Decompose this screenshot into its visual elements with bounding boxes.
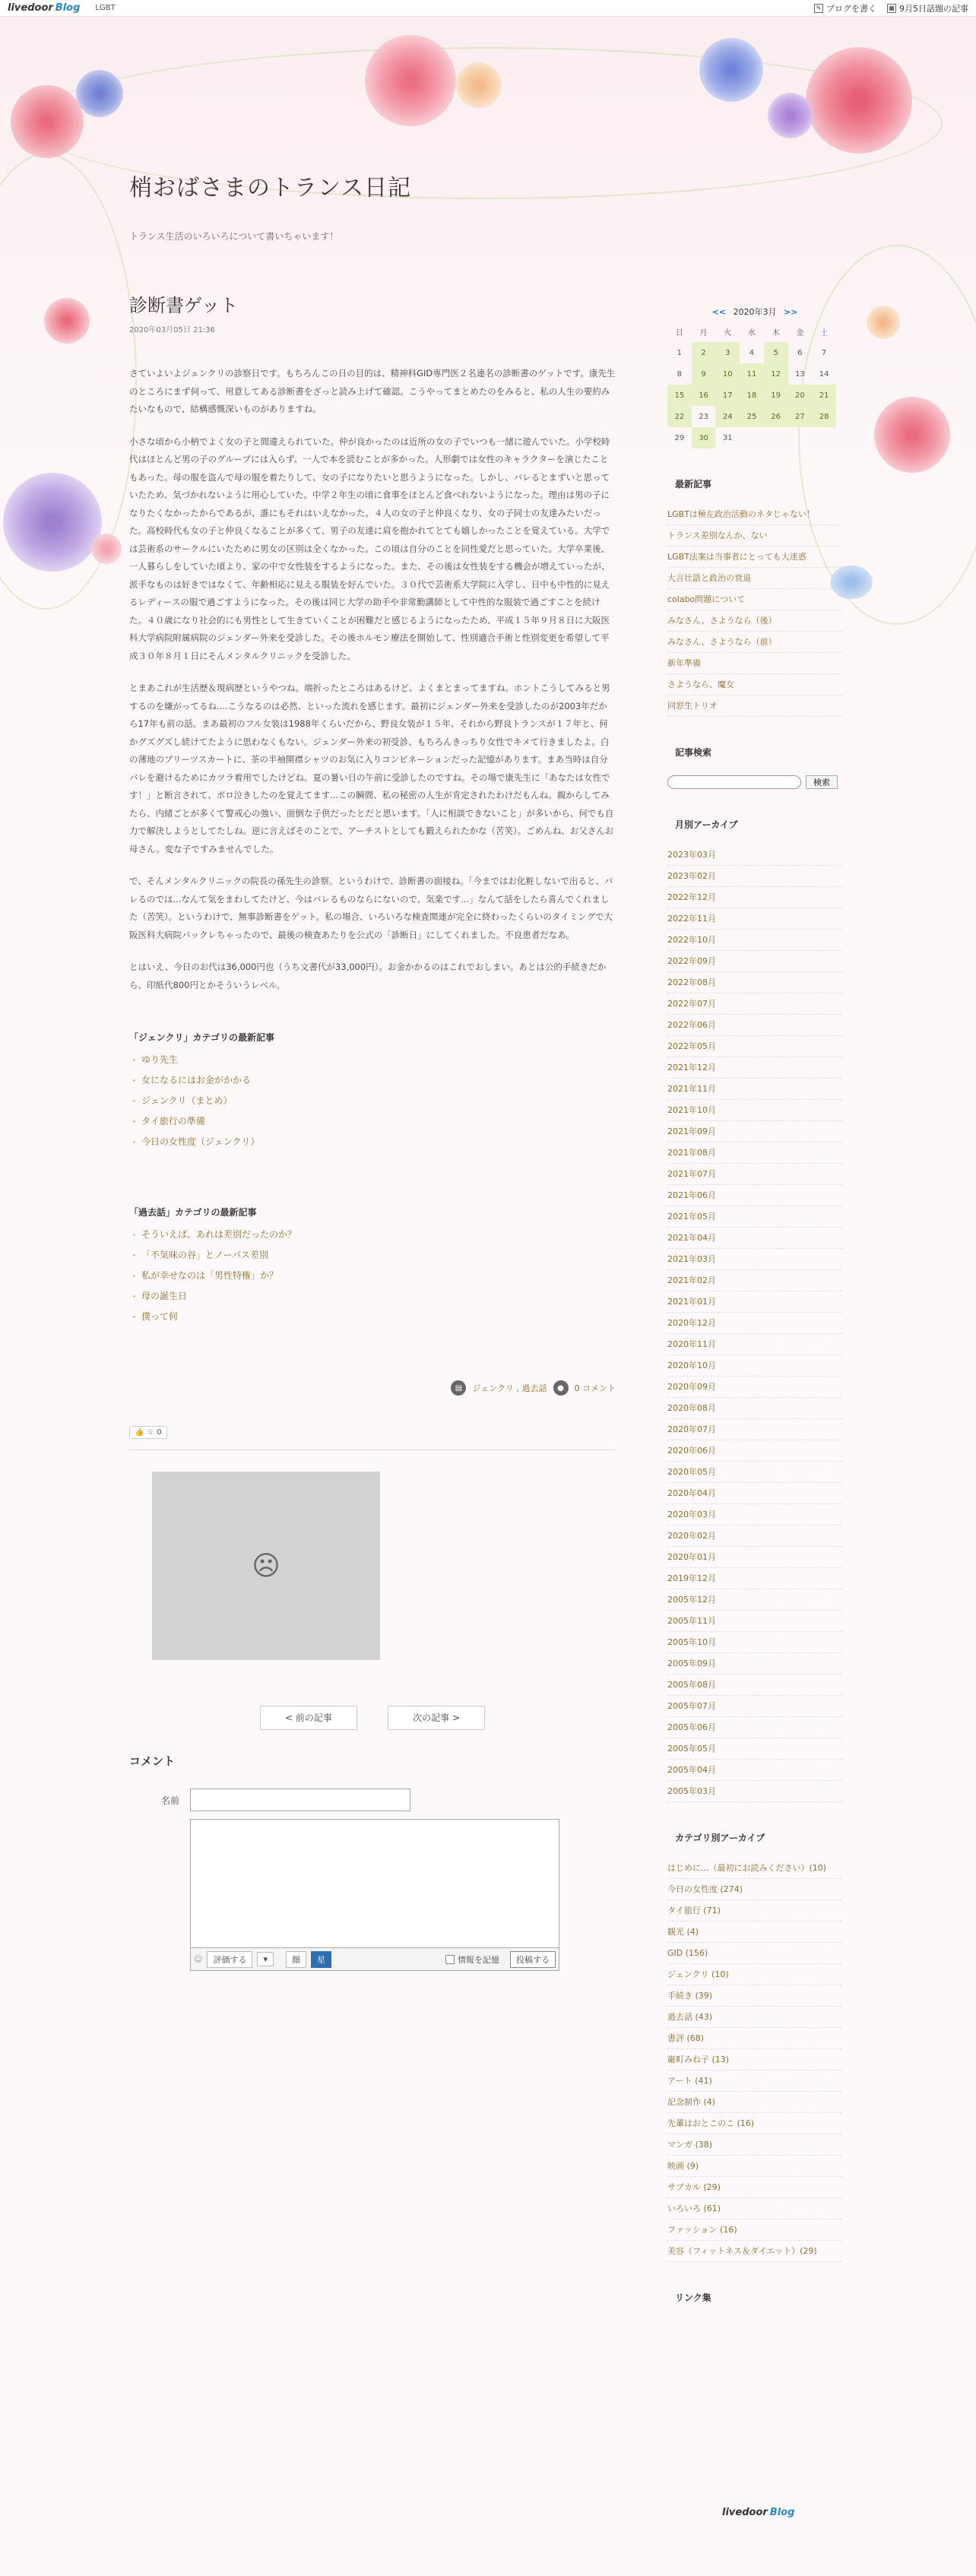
category-link[interactable]: ジェンクリ (10): [667, 1964, 842, 1985]
chevron-down-icon[interactable]: ▾: [257, 1952, 274, 1966]
calendar-day: 13: [795, 369, 805, 379]
blog-title[interactable]: 梢おばさまのトランス日記: [129, 175, 412, 201]
archive-month-link[interactable]: 2021年04月: [667, 1228, 842, 1249]
calendar-day: [788, 427, 813, 448]
category-link[interactable]: 過去話 (43): [667, 2007, 842, 2028]
recent-post-link[interactable]: トランス差別なんか、ない: [667, 525, 842, 547]
ad-image-placeholder[interactable]: [152, 1472, 380, 1660]
comment-heading: コメント: [129, 1754, 176, 1768]
related-link[interactable]: · 母の誕生日: [129, 1286, 616, 1307]
archive-month-link[interactable]: 2021年11月: [667, 1079, 842, 1100]
category-link[interactable]: GID (156): [667, 1943, 842, 1964]
archive-month-link[interactable]: 2020年03月: [667, 1504, 842, 1526]
flower-icon: [76, 70, 123, 117]
archive-month-link[interactable]: 2020年09月: [667, 1377, 842, 1398]
post-date: 2020年03月05日 21:36: [129, 326, 215, 334]
related-link[interactable]: · 「不気味の谷」とノーパス差別: [129, 1245, 616, 1266]
post-paragraph: とはいえ、今日のお代は36,000円也（うち文書代が33,000円）。お金かかるのはこれでおしまい。あとは公的手続きだから、印紙代800円とかそういうレベル。: [129, 962, 607, 990]
archive-month-link[interactable]: 2022年06月: [667, 1015, 842, 1036]
trending-link[interactable]: ▦ 9月5日話題の記事: [887, 2, 968, 14]
archive-month-link[interactable]: 2020年01月: [667, 1547, 842, 1568]
calendar-weekday: 月: [699, 328, 708, 337]
main-content: [129, 290, 616, 1971]
archive-month-link[interactable]: 2021年05月: [667, 1206, 842, 1228]
recent-post-link[interactable]: みなさん、さようなら（前）: [667, 632, 842, 653]
category-link[interactable]: サブカル (29): [667, 2177, 842, 2198]
archive-month-link[interactable]: 2005年05月: [667, 1738, 842, 1760]
calendar-day[interactable]: 2: [692, 342, 716, 363]
calendar-month: 2020年3月: [733, 307, 777, 317]
calendar-day: [812, 427, 836, 448]
tab-star[interactable]: 星: [311, 1951, 331, 1968]
calendar-day[interactable]: 3: [715, 342, 740, 363]
comment-textarea[interactable]: [190, 1819, 559, 1948]
post-categories[interactable]: ジェンクリ , 過去話: [472, 1383, 547, 1393]
flower-icon: [699, 38, 763, 102]
flower-icon: [11, 85, 84, 158]
archive-month-link[interactable]: 2021年03月: [667, 1249, 842, 1270]
archive-month-link[interactable]: 2020年07月: [667, 1419, 842, 1440]
calendar-day: 6: [797, 348, 803, 357]
prev-post-button[interactable]: < 前の記事: [260, 1706, 357, 1730]
calendar-day[interactable]: 9: [692, 363, 716, 385]
calendar-day[interactable]: 17: [715, 385, 740, 406]
calendar-day: [740, 427, 764, 448]
search-box: [667, 775, 842, 789]
archive-month-link[interactable]: 2021年01月: [667, 1291, 842, 1313]
category-link[interactable]: 記念制作 (4): [667, 2092, 842, 2113]
comment-icon: ●: [553, 1380, 569, 1396]
like-count: 0: [157, 1428, 162, 1437]
archive-month-link[interactable]: 2020年12月: [667, 1313, 842, 1334]
calendar-prev-link[interactable]: <<: [711, 307, 726, 317]
flower-icon: [91, 534, 122, 564]
related-link[interactable]: · ゆり先生: [129, 1050, 616, 1070]
logo-main: livedoor: [8, 2, 53, 14]
calendar-weekday: 土: [820, 328, 829, 337]
calendar-day[interactable]: 18: [740, 385, 764, 406]
archive-month-link[interactable]: 2021年06月: [667, 1185, 842, 1206]
name-input[interactable]: [190, 1789, 410, 1811]
archive-month-link[interactable]: 2020年11月: [667, 1334, 842, 1355]
emoji-icon[interactable]: ☺: [194, 1954, 203, 1964]
calendar-day[interactable]: 20: [788, 385, 813, 406]
calendar-day[interactable]: 25: [740, 406, 764, 427]
search-heading: 記事検索: [667, 741, 721, 763]
calendar-icon: ▦: [887, 4, 896, 13]
archive-month-link[interactable]: 2020年04月: [667, 1483, 842, 1504]
calendar-day[interactable]: 24: [715, 406, 740, 427]
calendar-day[interactable]: 5: [764, 342, 788, 363]
calendar-day[interactable]: 26: [764, 406, 788, 427]
calendar-weekday: 日: [675, 328, 683, 337]
archive-month-link[interactable]: 2022年08月: [667, 972, 842, 993]
category-link[interactable]: 美容（フィットネス＆ダイエット）(29): [667, 2241, 842, 2262]
like-button[interactable]: 👍 ☆ 0: [129, 1426, 167, 1439]
post-title[interactable]: 診断書ゲット: [129, 295, 239, 316]
recent-post-link[interactable]: さようなら、魔女: [667, 674, 842, 695]
calendar-day: [764, 427, 788, 448]
post-meta: [129, 1380, 616, 1396]
category-link[interactable]: いろいろ (61): [667, 2198, 842, 2220]
archive-month-link[interactable]: 2022年11月: [667, 908, 842, 930]
calendar-day: 8: [677, 369, 683, 379]
search-button[interactable]: 検索: [806, 775, 838, 789]
calendar-weekday: 木: [772, 328, 780, 337]
name-label: 名前: [160, 1795, 179, 1806]
archive-month-link[interactable]: 2005年03月: [667, 1781, 842, 1802]
search-input[interactable]: [667, 775, 801, 789]
archive-month-link[interactable]: 2020年05月: [667, 1462, 842, 1483]
related-link[interactable]: · 今日の女性度（ジェンクリ）: [129, 1132, 616, 1152]
calendar-day[interactable]: 22: [667, 406, 692, 427]
submit-comment-button[interactable]: 投稿する: [510, 1951, 556, 1968]
archive-month-link[interactable]: 2023年02月: [667, 866, 842, 887]
archive-month-link[interactable]: 2021年08月: [667, 1142, 842, 1164]
calendar-day: 1: [677, 348, 683, 357]
category-link[interactable]: はじめに...（最初にお読みください）(10): [667, 1858, 842, 1879]
archive-month-link[interactable]: 2022年05月: [667, 1036, 842, 1057]
comment-toolbar: [190, 1948, 559, 1971]
livedoor-logo[interactable]: [8, 2, 80, 14]
archive-month-link[interactable]: 2005年09月: [667, 1653, 842, 1675]
category-link[interactable]: マンガ (38): [667, 2134, 842, 2156]
post-paragraph: とまあこれが生活歴＆現病歴というやつね。端折ったところはあるけど、よくまとまってますね。ホントこうしてみると男するのを嫌がってるね....こうなるのは必然、といった流れを感じます。最初にジェンダー外来を受診したのが2003年だから17年も前の話。まあ最初のフル女装は1988年くらいだから、野良女装が１５年、それから野良トランスが１７年と、何かグズグズし続けてたように思わなくもない。ジェンダー外来の初受診、もちろんきっちり女性でキメて行きましたよ。白の薄地のプリーツスカートに、茶の半袖開襟シャツのお気に入りコンビネーションだった記憶があります。まあ当時は自分バレを避けるためにカツラ着用でしたけどね。夏の暑い日の午前に受診したのですね。その場で康先生に「あなたは女性です！」と断言されて、ボロ泣きしたのを覚えてます...この瞬間、私の秘密の人生が肯定されたわけだもんね。親からしてみたら、内緒ごとが多くて警戒心の強い、面倒な子供だったとだと思います。「人に相談できないこと」が多いから、何でも自力で解決しようとしてたしね。逆に言えばそのことで、アーチストとしても鍛えられたかな（苦笑）。ごめんね、お父さんお母さん。変な子ですみませんでした。: [129, 683, 614, 854]
related-articles: [129, 1031, 616, 1327]
post-pager: [129, 1706, 616, 1730]
archive-month-link[interactable]: 2020年08月: [667, 1398, 842, 1419]
page: [0, 17, 976, 2576]
archive-list: [667, 844, 842, 1802]
category-link[interactable]: 観光 (4): [667, 1922, 842, 1943]
archive-month-link[interactable]: 2020年06月: [667, 1440, 842, 1462]
category-link[interactable]: 手続き (39): [667, 1985, 842, 2007]
top-bar: [0, 0, 976, 17]
related-link[interactable]: · そういえば、あれは差別だったのか？: [129, 1225, 616, 1245]
archive-month-link[interactable]: 2021年09月: [667, 1121, 842, 1142]
archive-month-link[interactable]: 2022年12月: [667, 887, 842, 908]
archive-month-link[interactable]: 2019年12月: [667, 1568, 842, 1589]
tab-face[interactable]: 顔: [286, 1951, 306, 1968]
calendar-day: 31: [722, 433, 733, 442]
calendar-day[interactable]: 12: [764, 363, 788, 385]
remember-checkbox[interactable]: 情報を記憶: [445, 1953, 499, 1966]
category-link[interactable]: アート (41): [667, 2071, 842, 2092]
calendar-day[interactable]: 10: [715, 363, 740, 385]
links-heading: リンク集: [667, 2286, 721, 2308]
archive-month-link[interactable]: 2021年10月: [667, 1100, 842, 1121]
recent-posts-list: [667, 504, 842, 717]
archive-month-link[interactable]: 2021年12月: [667, 1057, 842, 1079]
blog-tagline: トランス生活のいろいろについて書いちゃいます！: [129, 231, 339, 242]
calendar-day[interactable]: 11: [740, 363, 764, 385]
calendar-day: 23: [699, 412, 708, 421]
next-post-button[interactable]: 次の記事 >: [388, 1706, 485, 1730]
archive-month-link[interactable]: 2022年09月: [667, 951, 842, 972]
folder-icon: ▤: [451, 1380, 466, 1396]
category-link[interactable]: 映画 (9): [667, 2156, 842, 2177]
archive-month-link[interactable]: 2022年07月: [667, 993, 842, 1015]
archive-month-link[interactable]: 2005年08月: [667, 1675, 842, 1696]
flower-icon: [456, 62, 502, 108]
post-paragraph: さていよいよジェンクリの診察日です。もちろんこの日の目的は、精神科GID専門医２名連名の診断書のゲットです。康先生のところにまず伺って、用意してある診断書をざっと読み上げて確認。こうやってまとめたのをみると、私の人生の要約みたいなもので、結構感慨深いものがありますね。: [129, 368, 616, 414]
calendar-day[interactable]: 19: [764, 385, 788, 406]
flower-icon: [874, 397, 950, 473]
recent-post-link[interactable]: みなさん、さようなら（後）: [667, 610, 842, 632]
flower-icon: [44, 298, 90, 344]
archive-month-link[interactable]: 2005年06月: [667, 1717, 842, 1738]
calendar-day: 29: [674, 433, 685, 442]
topbar-category[interactable]: LGBT: [95, 4, 116, 12]
sidebar: [667, 306, 842, 2318]
archive-month-link[interactable]: 2005年07月: [667, 1696, 842, 1717]
archive-month-link[interactable]: 2005年11月: [667, 1611, 842, 1632]
logo-blog: Blog: [55, 2, 81, 14]
recent-post-link[interactable]: 新年準備: [667, 653, 842, 674]
category-link[interactable]: 書評 (68): [667, 2028, 842, 2049]
archive-month-link[interactable]: 2005年04月: [667, 1760, 842, 1781]
post-paragraph: 小さな頃から小柄でよく女の子と間違えられていた。仲が良かったのは近所の女の子でいつも一緒に遊んでいた。小学校時代はほとんど男の子のグループには入らず、一人で本を読むことが多かった。人形劇では女性のキャラクターを演じたこともあった。母の服を盗んで母の服を着たりして、女の子になりたいと思うようになった。しかし、バレるとまずいと思っていたため、気づかれないように用心していた。中学２年生の頃に食事をほとんど食べれないようになった。理由は男の子になりたくなかったからであるが、誰にもそれはいえなかった。４人の女の子と仲良くなり、女の子同士の友達みたいだった。高校時代も女の子と仲良くなることが多くて、男子の友達に肩を抱かれてとても嬉しかったことを覚えている。大学では芸術系のサークルにいたために男女の区別は全くなかった。この頃は自分のことを同性愛だと思っていた。大学卒業後、一人暮らしをしていた頃より、家の中で女性装をするようになった。また、その後は女性装をする機会が増えていったが、派手なものは好きではなくて、年齢相応に見える服装を好んでいた。３０代で芸術系大学院に入学し、日中も中性的に見えるレディースの服で過ごすようになった。その後は同じ大学の助手や非常勤講師として中性的な服装で過ごすことを続けた。４０歳になり社会的にも男性として生きていくことが困難だと感じるようになったため、平成１５年９月８日に大阪医科大学病院附属病院のジェンダー外来を受診した。その後ホルモン療法を開始して、性別適合手術と性別変更を希望して平成３０年８月１日にそんメンタルクリニックを受診した。: [129, 436, 610, 661]
category-link[interactable]: 先輩はおとこのこ (16): [667, 2113, 842, 2134]
archive-month-link[interactable]: 2021年07月: [667, 1164, 842, 1185]
recent-post-link[interactable]: colabo問題について: [667, 589, 842, 610]
calendar-day[interactable]: 28: [812, 406, 836, 427]
blog-header: [129, 169, 616, 242]
recent-posts-heading: 最新記事: [667, 473, 721, 495]
flower-icon: [3, 473, 102, 572]
post-body: [129, 365, 616, 994]
archive-month-link[interactable]: 2005年10月: [667, 1632, 842, 1653]
category-archive-heading: カテゴリ別アーカイブ: [667, 1827, 774, 1849]
flower-icon: [768, 93, 813, 138]
thumbs-up-icon: 👍: [135, 1428, 144, 1437]
archive-month-link[interactable]: 2023年03月: [667, 844, 842, 866]
flower-icon: [806, 47, 912, 154]
calendar-weekday: 火: [724, 328, 732, 337]
archive-month-link[interactable]: 2022年10月: [667, 930, 842, 951]
calendar: [667, 321, 836, 448]
comment-count[interactable]: 0 コメント: [574, 1383, 616, 1393]
category-link[interactable]: ファッション (16): [667, 2220, 842, 2241]
rating-button[interactable]: 評価する: [207, 1951, 252, 1968]
archive-month-link[interactable]: 2021年02月: [667, 1270, 842, 1291]
flower-icon: [365, 35, 456, 126]
related-link[interactable]: · 女になるにはお金がかかる: [129, 1070, 616, 1091]
flower-icon: [867, 306, 900, 339]
calendar-day[interactable]: 27: [788, 406, 813, 427]
calendar-header: [667, 306, 842, 318]
pencil-icon: ✎: [814, 4, 823, 13]
calendar-day[interactable]: 15: [667, 385, 692, 406]
calendar-day[interactable]: 16: [692, 385, 716, 406]
archive-heading: 月別アーカイブ: [667, 813, 747, 835]
archive-month-link[interactable]: 2020年10月: [667, 1355, 842, 1377]
calendar-day: 14: [819, 369, 829, 379]
calendar-weekday: 水: [747, 328, 756, 337]
calendar-day: 7: [821, 348, 827, 357]
category-link[interactable]: 巌町みね子 (13): [667, 2049, 842, 2071]
post-paragraph: で、そんメンタルクリニックの院長の孫先生の診察。というわけで、診断書の面接ね。「今まではお化粧しないで出ると、バレるのでは...なんて気をまわしてたけど、今はバレるものならにないので、気楽です...」なんて話をしたら喜んでくれました（苦笑）。というわけで、無事診断書をゲット。私の場合、いろいろな検査関連が完全に終わったくらいのタイミングで大阪医科大病院パックレちゃったので、最後の検査あたりを公式の「診断日」にしてくれました。不良患者だなあ。: [129, 876, 613, 940]
calendar-weekday: 金: [796, 328, 804, 337]
calendar-day: 4: [749, 348, 755, 357]
calendar-day[interactable]: 21: [812, 385, 836, 406]
related-heading: 「ジェンクリ」カテゴリの最新記事: [129, 1032, 275, 1043]
archive-month-link[interactable]: 2020年02月: [667, 1526, 842, 1547]
category-list: [667, 1858, 842, 2262]
calendar-day[interactable]: 30: [692, 427, 716, 448]
recent-post-link[interactable]: 大言壮語と政治の衰退: [667, 568, 842, 589]
archive-month-link[interactable]: 2005年12月: [667, 1589, 842, 1611]
calendar-next-link[interactable]: >>: [784, 307, 798, 317]
related-link[interactable]: · タイ旅行の準備: [129, 1111, 616, 1132]
related-link[interactable]: · 僕って何: [129, 1307, 616, 1327]
category-link[interactable]: 今日の女性度 (274): [667, 1879, 842, 1900]
related-link[interactable]: · ジェンクリ（まとめ）: [129, 1091, 616, 1111]
write-blog-link[interactable]: ✎ ブログを書く: [814, 2, 876, 14]
category-link[interactable]: タイ旅行 (71): [667, 1900, 842, 1922]
recent-post-link[interactable]: 同窓生トリオ: [667, 695, 842, 717]
related-link[interactable]: · 私が幸せなのは「男性特権」か？: [129, 1266, 616, 1286]
related-heading: 「過去話」カテゴリの最新記事: [129, 1207, 257, 1218]
comment-form: [157, 1789, 616, 1971]
recent-post-link[interactable]: LGBT法案は当事者にとっても大迷惑: [667, 547, 842, 568]
recent-post-link[interactable]: LGBTは極左政治活動のネタじゃない！: [667, 504, 842, 525]
footer-logo[interactable]: livedoor Blog: [722, 2507, 795, 2518]
broken-image-icon: ☹: [252, 1550, 280, 1582]
